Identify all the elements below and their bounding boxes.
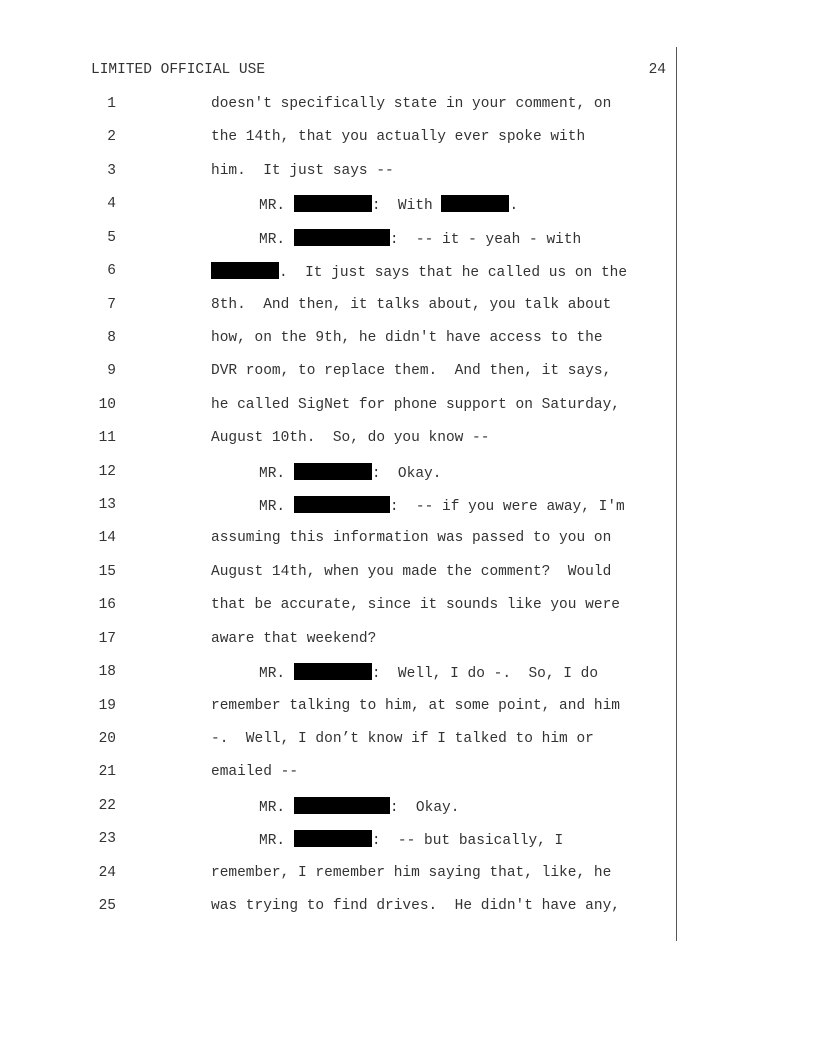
line-number: 20	[98, 730, 116, 747]
line-text	[211, 697, 620, 715]
page-number: 24	[648, 62, 666, 78]
line-number: 14	[98, 530, 116, 547]
transcript-line	[0, 229, 816, 253]
transcript-line	[0, 830, 816, 854]
redaction-box	[294, 830, 372, 847]
line-text-segment: remember, I remember him saying that, like, he	[211, 864, 612, 881]
line-text-segment: : -- if you were away, I'm	[389, 499, 625, 516]
redaction-box	[294, 463, 372, 480]
line-text-segment: August 14th, when you made the comment? Would	[211, 563, 612, 580]
redaction-box	[211, 262, 279, 279]
line-text-segment: MR.	[259, 499, 294, 516]
line-text	[211, 362, 611, 380]
transcript-line	[0, 296, 816, 320]
transcript-line	[0, 797, 816, 821]
line-text	[211, 396, 620, 414]
line-number: 8	[107, 329, 116, 346]
line-number: 23	[98, 831, 116, 848]
line-text	[211, 429, 489, 447]
redaction-box	[294, 195, 372, 212]
line-number: 11	[98, 430, 116, 447]
transcript-line	[0, 95, 816, 119]
line-text	[211, 329, 603, 347]
line-text-segment: how, on the 9th, he didn't have access to the	[211, 329, 603, 346]
line-text-segment: the 14th, that you actually ever spoke with	[211, 129, 586, 146]
transcript-line	[0, 663, 816, 687]
line-text-segment: aware that weekend?	[211, 630, 377, 647]
line-text-segment: that be accurate, since it sounds like you were	[211, 597, 620, 614]
line-text	[259, 663, 598, 683]
line-number: 25	[98, 898, 116, 915]
redaction-box	[294, 797, 390, 814]
line-number: 19	[98, 697, 116, 714]
transcript-line	[0, 162, 816, 186]
line-text-segment: .	[509, 198, 519, 215]
line-text	[211, 262, 627, 282]
line-number: 7	[107, 296, 116, 313]
line-text	[211, 563, 611, 581]
line-number: 18	[98, 664, 116, 681]
line-text-segment: -. Well, I don’t know if I talked to him or	[211, 730, 594, 747]
line-text-segment: emailed --	[211, 764, 299, 781]
line-text-segment: him. It just says --	[211, 162, 394, 179]
line-text-segment: DVR room, to replace them. And then, it says,	[211, 363, 612, 380]
line-text	[211, 730, 594, 748]
redaction-box	[294, 663, 372, 680]
line-text-segment: assuming this information was passed to you on	[211, 530, 612, 547]
line-text-segment: doesn't specifically state in your comment, on	[211, 96, 612, 112]
line-text-segment: 8th. And then, it talks about, you talk about	[211, 296, 612, 313]
line-text	[211, 95, 611, 113]
line-text-segment: : -- it - yeah - with	[389, 231, 582, 248]
line-text-segment: he called SigNet for phone support on Saturday,	[211, 396, 620, 413]
line-number: 9	[107, 363, 116, 380]
redaction-box	[441, 195, 509, 212]
line-text-segment: MR.	[259, 666, 294, 683]
line-number: 16	[98, 597, 116, 614]
line-text	[211, 864, 611, 882]
line-text-segment: August 10th. So, do you know --	[211, 430, 490, 447]
line-text-segment: MR.	[259, 231, 294, 248]
transcript-line	[0, 596, 816, 620]
line-text-segment: MR.	[259, 799, 294, 816]
transcript-line	[0, 429, 816, 453]
line-text-segment: MR.	[259, 465, 294, 482]
line-text	[211, 529, 611, 547]
transcript-line	[0, 128, 816, 152]
transcript-line	[0, 262, 816, 286]
line-text-segment: . It just says that he called us on the	[279, 265, 628, 282]
line-number: 12	[98, 463, 116, 480]
line-text	[259, 797, 459, 817]
line-text-segment: was trying to find drives. He didn't have any,	[211, 898, 620, 915]
line-number: 22	[98, 797, 116, 814]
line-text	[259, 496, 625, 516]
transcript-line	[0, 463, 816, 487]
line-text-segment: : Well, I do -. So, I do	[371, 666, 599, 683]
line-number: 3	[107, 162, 116, 179]
transcript-line	[0, 329, 816, 353]
line-number: 24	[98, 864, 116, 881]
line-number: 21	[98, 764, 116, 781]
transcript-line	[0, 563, 816, 587]
line-text	[259, 229, 581, 249]
transcript-line	[0, 763, 816, 787]
line-text	[211, 128, 585, 146]
line-number: 1	[107, 96, 116, 112]
line-number: 6	[107, 263, 116, 280]
line-number: 2	[107, 129, 116, 146]
transcript-line	[0, 195, 816, 219]
classification-header: LIMITED OFFICIAL USE	[91, 62, 266, 78]
line-text-segment: : With	[371, 198, 442, 215]
line-text	[211, 763, 298, 781]
transcript-line	[0, 897, 816, 921]
line-number: 5	[107, 229, 116, 246]
transcript-line	[0, 496, 816, 520]
line-text-segment: : Okay.	[389, 799, 460, 816]
line-text-segment: MR.	[259, 198, 294, 215]
line-text	[211, 897, 620, 915]
line-text	[211, 630, 376, 648]
line-number: 15	[98, 563, 116, 580]
line-text-segment: : Okay.	[371, 465, 442, 482]
transcript-line	[0, 529, 816, 553]
line-text	[259, 195, 518, 215]
transcript-line	[0, 730, 816, 754]
transcript-line	[0, 630, 816, 654]
transcript-line	[0, 864, 816, 888]
line-number: 10	[98, 396, 116, 413]
line-text	[211, 162, 394, 180]
line-text-segment: remember talking to him, at some point, and him	[211, 697, 620, 714]
line-text-segment: MR.	[259, 833, 294, 850]
redaction-box	[294, 496, 390, 513]
line-text	[211, 296, 611, 314]
transcript-line	[0, 697, 816, 721]
line-text-segment: : -- but basically, I	[371, 833, 564, 850]
transcript-line	[0, 362, 816, 386]
line-text	[259, 830, 563, 850]
transcript-line	[0, 396, 816, 420]
redaction-box	[294, 229, 390, 246]
line-text	[211, 596, 620, 614]
line-number: 4	[107, 196, 116, 213]
line-text	[259, 463, 441, 483]
line-number: 17	[98, 630, 116, 647]
line-number: 13	[98, 497, 116, 514]
